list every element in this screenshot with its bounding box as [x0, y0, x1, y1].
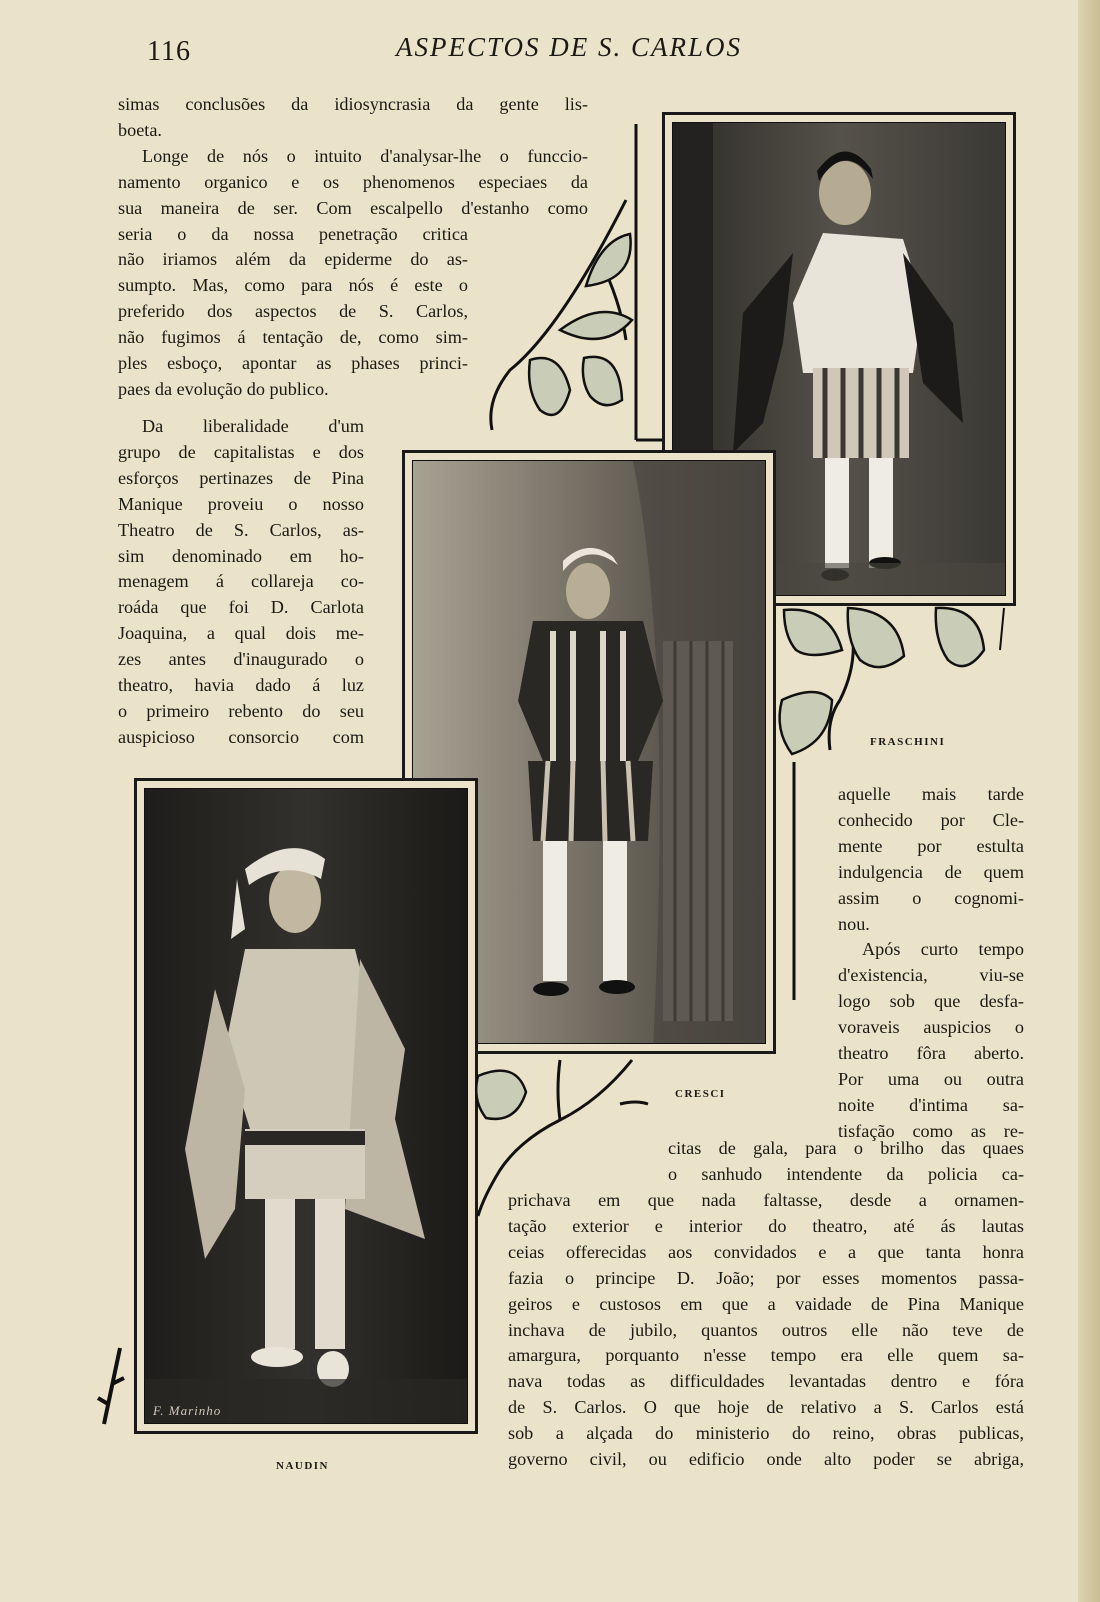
text-line: sim denominado em ho-: [118, 545, 364, 566]
caption-cresci: CRESCI: [675, 1088, 726, 1100]
text-line: assim o cognomi-: [838, 887, 1024, 908]
text-line: Longe de nós o intuito d'analysar-lhe o funccio-: [142, 145, 588, 166]
caption-naudin: NAUDIN: [276, 1460, 329, 1472]
text-line: Theatro de S. Carlos, as-: [118, 519, 364, 540]
text-column-middle: [668, 1136, 1024, 1188]
text-line: d'existencia, viu-se: [838, 965, 1024, 986]
photo-naudin: [134, 778, 478, 1434]
text-line: nava todas as difficuldades levantadas dentro e fóra: [508, 1371, 1024, 1392]
text-column-left: [118, 414, 364, 751]
text-line: governo civil, ou edificio onde alto poder se abriga,: [508, 1449, 1024, 1470]
text-line: grupo de capitalistas e dos: [118, 441, 364, 462]
leaf-icon: [780, 692, 832, 754]
text-line: zes antes d'inaugurado o: [118, 649, 364, 670]
text-line: noite d'intima sa-: [838, 1094, 1024, 1115]
text-line: roáda que foi D. Carlota: [118, 597, 364, 618]
leaf-icon: [476, 1071, 526, 1119]
photographer-signature: F. Marinho: [153, 1403, 222, 1418]
text-column-top: [118, 92, 588, 403]
text-line: ceias offerecidas aos convidados e a que tanta honra: [508, 1241, 1024, 1262]
leaf-icon: [586, 234, 631, 286]
page-number: 116: [147, 36, 191, 67]
text-line: sumpto. Mas, como para nós é este o: [118, 275, 468, 296]
leaf-icon: [784, 610, 842, 655]
page-edge: [1078, 0, 1100, 1602]
text-line: conhecido por Cle-: [838, 809, 1024, 830]
text-line: nou.: [838, 913, 870, 934]
text-line: ples esboço, apontar as phases princi-: [118, 353, 468, 374]
text-column-bottom: [508, 1188, 1024, 1473]
leaf-icon: [583, 357, 622, 405]
text-line: sua maneira de ser. Com escalpello d'estanho como: [118, 197, 588, 218]
text-line: geiros e custosos em que a vaidade de Pina Manique: [508, 1293, 1024, 1314]
text-line: não fugimos á tentação de, como sim-: [118, 327, 468, 348]
running-title: ASPECTOS DE S. CARLOS: [396, 32, 743, 62]
text-line: simas conclusões da idiosyncrasia da gente lis-: [118, 94, 588, 114]
text-line: o sanhudo intendente da policia ca-: [668, 1163, 1024, 1184]
text-line: paes da evolução do publico.: [118, 378, 329, 399]
portrait-naudin: [145, 789, 468, 1424]
text-column-right: [838, 782, 1024, 1145]
text-line: seria o da nossa penetração critica: [118, 223, 468, 244]
text-line: Da liberalidade d'um: [142, 416, 364, 436]
text-line: Manique proveiu o nosso: [118, 493, 364, 514]
text-line: tisfação como as re-: [838, 1120, 1024, 1141]
text-line: de S. Carlos. O que hoje de relativo a S. Carlos está: [508, 1397, 1024, 1418]
text-line: indulgencia de quem: [838, 861, 1024, 882]
text-line: Por uma ou outra: [838, 1068, 1024, 1089]
text-line: tação exterior e interior do theatro, até ás lautas: [508, 1215, 1024, 1236]
text-line: mente por estulta: [838, 835, 1024, 856]
text-line: prichava em que nada faltasse, desde a ornamen-: [508, 1190, 1024, 1210]
text-line: theatro fôra aberto.: [838, 1043, 1024, 1064]
text-line: não iriamos além da epiderme do as-: [118, 249, 468, 270]
text-line: theatro, havia dado á luz: [118, 675, 364, 696]
text-line: esforços pertinazes de Pina: [118, 467, 364, 488]
text-line: sob a alçada do ministerio do reino, obras publicas,: [508, 1423, 1024, 1444]
text-line: citas de gala, para o brilho das quaes: [668, 1138, 1024, 1158]
caption-fraschini: FRASCHINI: [870, 736, 946, 748]
text-line: inchava de jubilo, quantos outros elle não teve de: [508, 1319, 1024, 1340]
text-line: preferido dos aspectos de S. Carlos,: [118, 301, 468, 322]
text-line: aquelle mais tarde: [838, 784, 1024, 804]
text-line: namento organico e os phenomenos especiaes da: [118, 171, 588, 192]
text-line: menagem á collareja co-: [118, 571, 364, 592]
text-line: fazia o principe D. João; por esses momentos passa-: [508, 1267, 1024, 1288]
text-line: auspicioso consorcio com: [118, 726, 364, 747]
text-line: Após curto tempo: [862, 939, 1024, 960]
leaf-icon: [848, 608, 904, 667]
text-line: Joaquina, a qual dois me-: [118, 623, 364, 644]
text-line: logo sob que desfa-: [838, 991, 1024, 1012]
text-line: boeta.: [118, 119, 162, 140]
text-line: amargura, porquanto n'esse tempo era elle quem sa-: [508, 1345, 1024, 1366]
leaf-icon: [936, 608, 984, 666]
text-line: o primeiro rebento do seu: [118, 700, 364, 721]
text-line: voraveis auspicios o: [838, 1017, 1024, 1038]
